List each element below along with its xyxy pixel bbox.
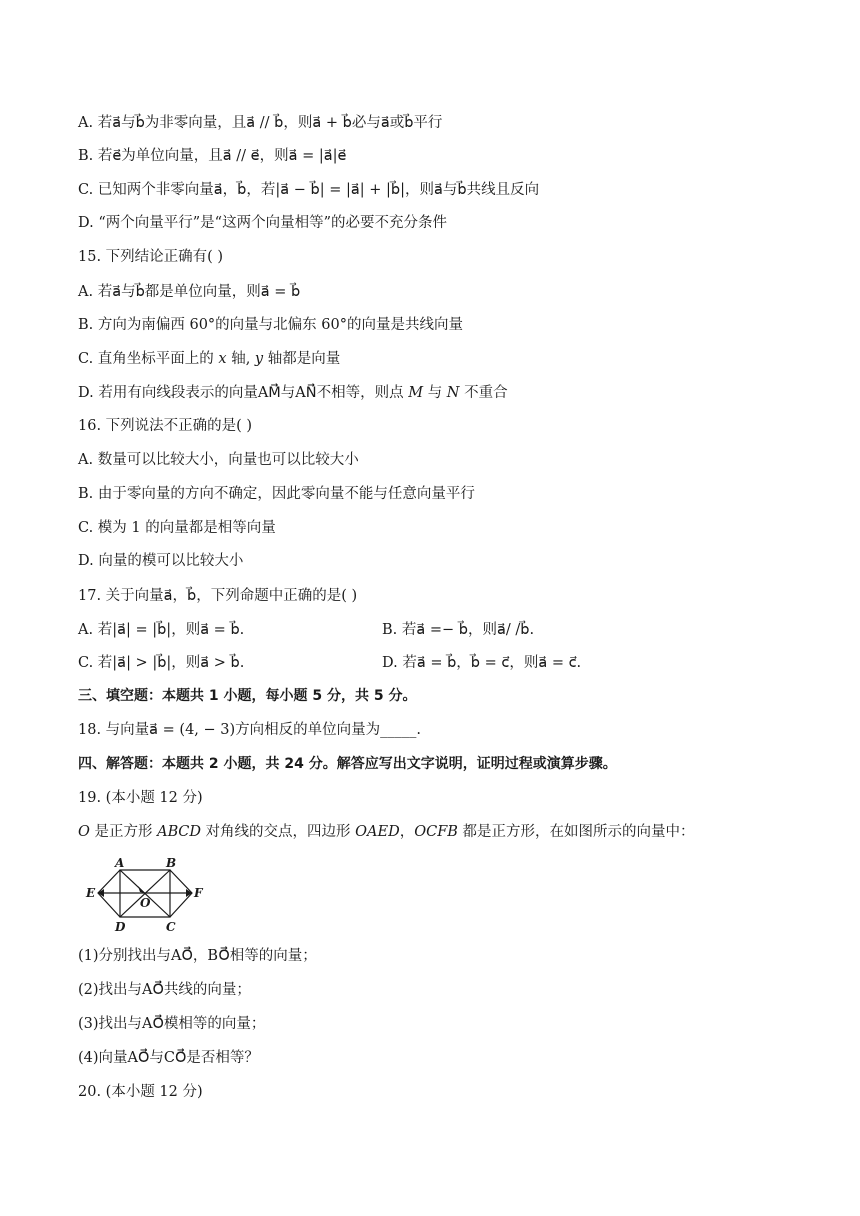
q16-option-a: A. 数量可以比较大小，向量也可以比较大小 bbox=[78, 452, 359, 468]
figure-svg bbox=[80, 855, 210, 935]
q19-stem: 𝑂 是正方形 𝐴𝐵𝐶𝐷 对角线的交点，四边形 𝑂𝐴𝐸𝐷，𝑂𝐶𝐹𝐵 都是正方形，在如图所示的向量中： bbox=[78, 824, 695, 840]
q17-stem: 17. 关于向量a⃗，b⃗，下列命题中正确的是( ) bbox=[78, 588, 358, 604]
label-a: A bbox=[115, 856, 125, 870]
label-f: F bbox=[194, 886, 203, 900]
q14-option-c: C. 已知两个非零向量a⃗，b⃗，若|a⃗ − b⃗| = |a⃗| + |b⃗|，则a⃗与b⃗共线且反向 bbox=[78, 182, 540, 198]
q14-option-a: A. 若a⃗与b⃗为非零向量，且a⃗ // b⃗，则a⃗ + b⃗必与a⃗或b⃗平行 bbox=[78, 115, 443, 131]
q14-option-d: D. “两个向量平行”是“这两个向量相等”的必要不充分条件 bbox=[78, 215, 447, 231]
q19-part-3: (3)找出与AO⃗⃗⃗⃗模相等的向量； bbox=[78, 1016, 266, 1032]
arrowhead-o bbox=[138, 886, 145, 893]
label-d: D bbox=[115, 920, 126, 934]
q19-part-1: (1)分别找出与AO⃗⃗⃗⃗，BO⃗⃗⃗⃗相等的向量； bbox=[78, 948, 317, 964]
q19-part-4: (4)向量AO⃗⃗⃗⃗与CO⃗⃗⃗⃗是否相等？ bbox=[78, 1050, 259, 1066]
q16-option-d: D. 向量的模可以比较大小 bbox=[78, 553, 244, 569]
q16-option-c: C. 模为 1 的向量都是相等向量 bbox=[78, 520, 276, 536]
q15-option-b: B. 方向为南偏西 60°的向量与北偏东 60°的向量是共线向量 bbox=[78, 317, 463, 333]
section-answer-heading: 四、解答题：本题共 2 小题，共 24 分。解答应写出文字说明，证明过程或演算步骤。 bbox=[78, 756, 617, 772]
q17-option-a: A. 若|a⃗| = |b⃗|，则a⃗ = b⃗. bbox=[78, 622, 245, 638]
q15-option-c: C. 直角坐标平面上的 𝑥 轴, 𝑦 轴都是向量 bbox=[78, 351, 341, 367]
q17-option-c: C. 若|a⃗| > |b⃗|，则a⃗ > b⃗. bbox=[78, 655, 245, 671]
square-vector-figure bbox=[80, 855, 210, 935]
section-fill-in-heading: 三、填空题：本题共 1 小题，每小题 5 分，共 5 分。 bbox=[78, 688, 417, 704]
label-b: B bbox=[166, 856, 177, 870]
q19-part-2: (2)找出与AO⃗⃗⃗⃗共线的向量； bbox=[78, 982, 251, 998]
q16-stem: 16. 下列说法不正确的是( ) bbox=[78, 418, 253, 434]
q19-header: 19. (本小题 12 分) bbox=[78, 790, 203, 806]
q17-option-b: B. 若a⃗ =− b⃗，则a⃗/ /b⃗. bbox=[382, 622, 535, 638]
label-o: O bbox=[140, 896, 151, 910]
q15-stem: 15. 下列结论正确有( ) bbox=[78, 249, 224, 265]
q18-text: 18. 与向量a⃗ = (4, − 3)方向相反的单位向量为_____. bbox=[78, 722, 422, 738]
q15-option-a: A. 若a⃗与b⃗都是单位向量，则a⃗ = b⃗ bbox=[78, 284, 301, 300]
q20-header: 20. (本小题 12 分) bbox=[78, 1084, 203, 1100]
q15-option-d: D. 若用有向线段表示的向量AM⃗⃗⃗⃗与AN⃗⃗⃗⃗不相等，则点 𝑀 与 𝑁 不重合 bbox=[78, 385, 508, 401]
label-c: C bbox=[166, 920, 176, 934]
q17-option-d: D. 若a⃗ = b⃗，b⃗ = c⃗，则a⃗ = c⃗. bbox=[382, 655, 582, 671]
q16-option-b: B. 由于零向量的方向不确定，因此零向量不能与任意向量平行 bbox=[78, 486, 475, 502]
label-e: E bbox=[86, 886, 96, 900]
q14-option-b: B. 若e⃗为单位向量，且a⃗ // e⃗，则a⃗ = |a⃗|e⃗ bbox=[78, 148, 347, 164]
